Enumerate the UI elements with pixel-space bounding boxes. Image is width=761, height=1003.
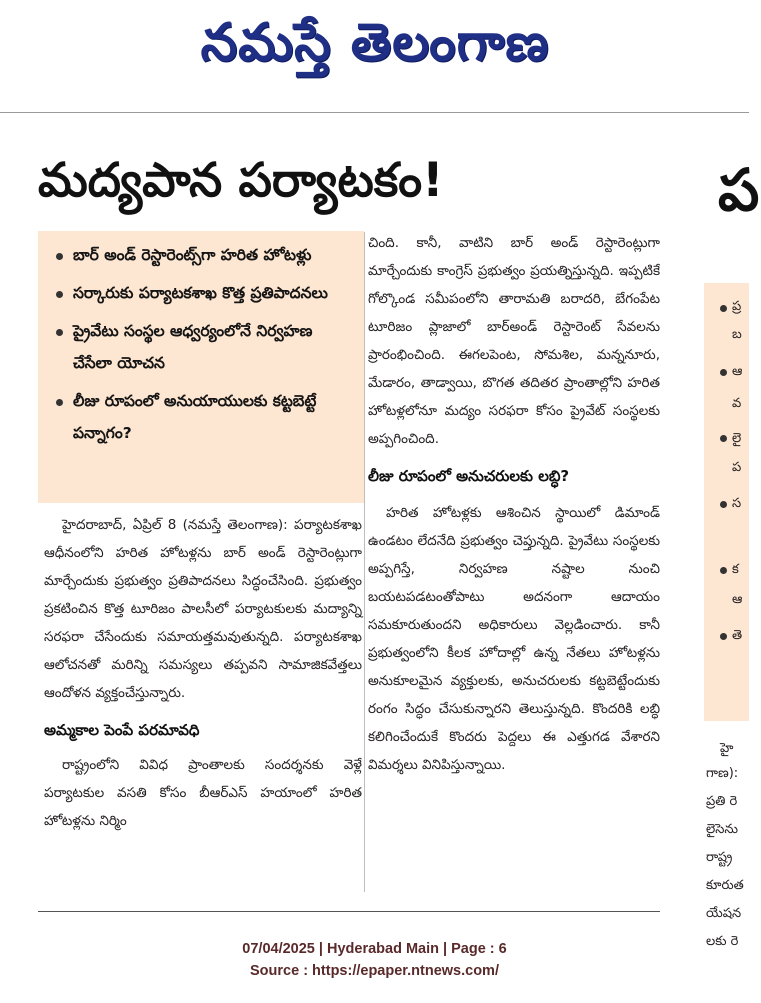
highlights-box: [38, 231, 364, 503]
adjacent-headline-fragment: ప: [718, 156, 760, 224]
bullet-icon: [720, 567, 727, 574]
article-paragraph: రాష్ట్రంలోని వివిధ ప్రాంతాలకు సందర్శనకు వెళ్లే పర్యాటకుల వసతి కోసం బీఆర్ఎస్ హయాంలో హరిత హోటళ్లను నిర్మిం: [44, 757, 362, 829]
bullet-icon: [720, 435, 727, 442]
adjacent-text: లై: [732, 431, 742, 446]
adjacent-text: కూరుత: [706, 878, 744, 893]
article-bottom-rule: [38, 911, 660, 912]
column-divider: [364, 232, 365, 892]
highlight-item: [56, 277, 356, 309]
source-link[interactable]: Source : https://epaper.ntnews.com/: [250, 963, 499, 979]
adjacent-text: ప్ర: [732, 299, 742, 314]
adjacent-text: బ: [732, 327, 742, 342]
adjacent-text: స: [732, 496, 742, 511]
adjacent-text: లకు రె: [706, 934, 739, 949]
masthead-divider: [0, 112, 749, 113]
article-paragraph: చింది. కానీ, వాటిని బార్ అండ్ రెస్టారెంట్లుగా మార్చేందుకు కాంగ్రెస్ ప్రభుత్వం ప్రయత్నిస్తున్నది. ఇప్పటికే గోల్కొండ సమీపంలోని తారామతి బరాదరి, బేగంపేట టూరిజం ప్లాజాలో బార్‌అండ్ రెస్టారెంట్ సేవలను ప్రారంభించింది. ఈగలపెంట, సోమశిల, మన్ననూరు, మేడారం, తాడ్వాయి, బొగత తదితర ప్రాంతాల్లోని హరిత హోటళ్లలోనూ మద్యం సరఫరా కోసం ప్రైవేట్ సంస్థలకు అప్పగించింది.: [368, 235, 660, 447]
bullet-icon: [720, 501, 727, 508]
section-subhead: లీజు రూపంలో అనుచరులకు లబ్ధి?: [368, 467, 570, 485]
highlight-item: [56, 239, 356, 271]
adjacent-text: యేషన: [706, 906, 742, 921]
article-paragraph: హరిత హోటళ్లకు ఆశించిన స్థాయిలో డిమాండ్ ఉండటం లేదనేది ప్రభుత్వం చెప్తున్నది. ప్రైవేటు సంస్థలకు అప్పగిస్తే, నిర్వహణ నష్టాల నుంచి బయటపడటంతోపాటు అదనంగా ఆదాయం సమకూరుతుందని అధికారులు వెల్లడించారు. కానీ ప్రభుత్వంలోని కీలక హోదాల్లో ఉన్న నేతలు హోటళ్లను అనుకూలమైన వ్యక్తులకు, అనుచరులకు కట్టబెట్టేందుకు రంగం సిద్ధం చేసుకున్నారని తెలుస్తున్నది. కొందరికి లబ్ధి కలిగించేందుకే కొందరు పెద్దలు ఈ ఎత్తుగడ వేశారని విమర్శలు వినిపిస్తున్నాయి.: [368, 505, 660, 773]
masthead: [0, 0, 749, 108]
adjacent-text: ఆ: [732, 364, 743, 379]
highlight-text: ప్రైవేటు సంస్థల ఆధ్వర్యంలోనే నిర్వహణ చేసేలా యోచన: [73, 322, 313, 372]
article-column-1: [44, 511, 362, 835]
adjacent-text: క: [732, 562, 739, 577]
bullet-icon: [56, 253, 63, 260]
adjacent-text: ప: [732, 460, 742, 475]
adjacent-text: లైసెను: [706, 822, 738, 837]
article-intro: హైదరాబాద్, ఏప్రిల్ 8 (నమస్తే తెలంగాణ): పర్యాటకశాఖ ఆధీనంలోని హరిత హోటళ్లను బార్ అండ్ రెస్టారెంట్లుగా మార్చేందుకు ప్రభుత్వం ప్రతిపాదనలు సిద్ధంచేసింది. ప్రభుత్వం ప్రకటించిన కొత్త టూరిజం పాలసీలో పర్యాటకులకు మద్యాన్ని సరఫరా చేసేందుకు సమాయత్తమవుతున్నది. పర్యాటకశాఖ ఆలోచనతో మరిన్ని సమస్యలు తప్పవని సామాజికవేత్తలు ఆందోళన వ్యక్తంచేస్తున్నారు.: [44, 517, 362, 701]
section-subhead: అమ్మకాల పెంపే పరమావధి: [44, 721, 200, 739]
article-column-2: [368, 229, 660, 779]
page-footer: [0, 938, 749, 982]
adjacent-text: తె: [732, 628, 743, 643]
bullet-icon: [720, 369, 727, 376]
article-headline: మద్యపాన పర్యాటకం!: [38, 153, 444, 208]
adjacent-text: ఆ: [732, 592, 743, 607]
edition-info: 07/04/2025 | Hyderabad Main | Page : 6: [242, 941, 507, 957]
adjacent-text: ప్రతి రె: [706, 794, 738, 809]
adjacent-text: హై: [720, 741, 734, 756]
bullet-icon: [720, 633, 727, 640]
newspaper-logo: నమస్తే తెలంగాణ: [200, 13, 550, 73]
highlight-item: [56, 385, 356, 449]
bullet-icon: [56, 291, 63, 298]
adjacent-text: రాష్ట్ర: [706, 850, 733, 865]
highlight-text: సర్కారుకు పర్యాటకశాఖ కొత్త ప్రతిపాదనలు: [73, 284, 328, 302]
adjacent-text: గాణ):: [706, 766, 739, 781]
bullet-icon: [56, 399, 63, 406]
highlight-text: బార్ అండ్ రెస్టారెంట్స్‌గా హరిత హోటళ్లు: [73, 246, 312, 264]
adjacent-text: వ: [732, 396, 742, 411]
highlight-item: [56, 315, 356, 379]
bullet-icon: [56, 329, 63, 336]
highlight-text: లీజు రూపంలో అనుయాయులకు కట్టబెట్టే పన్నాగం?: [73, 392, 317, 442]
bullet-icon: [720, 305, 727, 312]
